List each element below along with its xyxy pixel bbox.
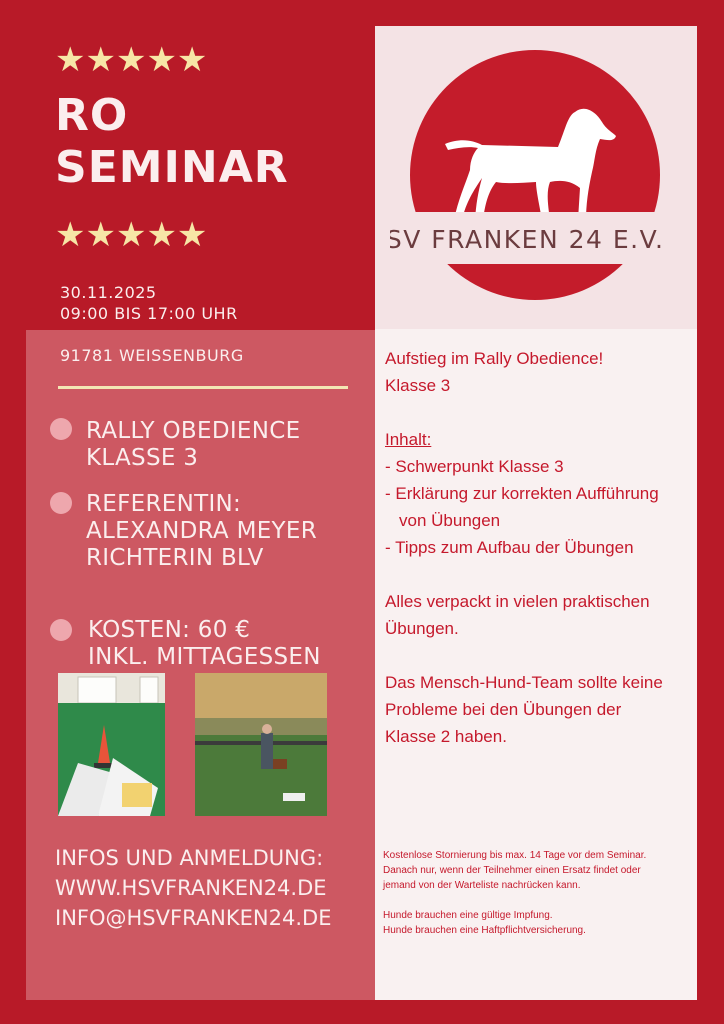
star-icons: ★★★★★ — [55, 40, 208, 80]
divider — [58, 386, 348, 389]
stars-bottom — [55, 215, 208, 255]
event-date-time — [60, 282, 238, 324]
email-link[interactable]: INFO@HSVFRANKEN24.DE — [55, 906, 332, 930]
org-name: HSV FRANKEN 24 E.V. — [390, 225, 665, 254]
bullet-speaker: REFERENTIN: ALEXANDRA MEYER RICHTERIN BLV — [86, 491, 318, 571]
bullet-topic: RALLY OBEDIENCE KLASSE 3 — [86, 418, 301, 471]
event-date: 30.11.2025 — [60, 283, 157, 302]
page-title — [55, 90, 289, 194]
bullet-icon — [50, 492, 72, 514]
description-text: Aufstieg im Rally Obedience! Klasse 3 Inhalt: - Schwerpunkt Klasse 3 - Erklärung zur korrekten Aufführung von Übungen - Tipps zum Aufbau der Übungen Alles verpackt in vielen praktischen Übungen. Das Mensch-Hund-Team sollte keine Probleme bei den Übungen der Klasse 2 haben. — [385, 349, 663, 746]
title-line-1: RO — [55, 90, 129, 141]
bullet-icon — [50, 418, 72, 440]
star-icons: ★★★★★ — [55, 215, 208, 255]
website-link[interactable]: WWW.HSVFRANKEN24.DE — [55, 876, 327, 900]
bullet-icon — [50, 619, 72, 641]
notes-text: Kostenlose Stornierung bis max. 14 Tage vor dem Seminar. Danach nur, wenn der Teilnehmer einen Ersatz findet oder jemand von der Warteliste nachrücken kann. Hunde brauchen eine gültige Impfung. Hunde brauchen eine Haftpflichtversicherung. — [383, 850, 647, 936]
photo-outdoor-field — [195, 673, 327, 816]
content-heading: Inhalt: — [385, 430, 432, 449]
contact-block — [55, 843, 331, 933]
stars-top — [55, 40, 208, 80]
contact-heading: INFOS UND ANMELDUNG: — [55, 846, 324, 870]
location-text: 91781 WEISSENBURG — [60, 346, 244, 365]
club-logo — [390, 40, 680, 310]
event-time: 09:00 BIS 17:00 UHR — [60, 304, 238, 323]
bullet-cost: KOSTEN: 60 € INKL. MITTAGESSEN — [88, 617, 321, 670]
dog-silhouette-icon — [390, 40, 680, 310]
photo-training-hall — [58, 673, 165, 816]
title-line-2: SEMINAR — [55, 142, 289, 193]
